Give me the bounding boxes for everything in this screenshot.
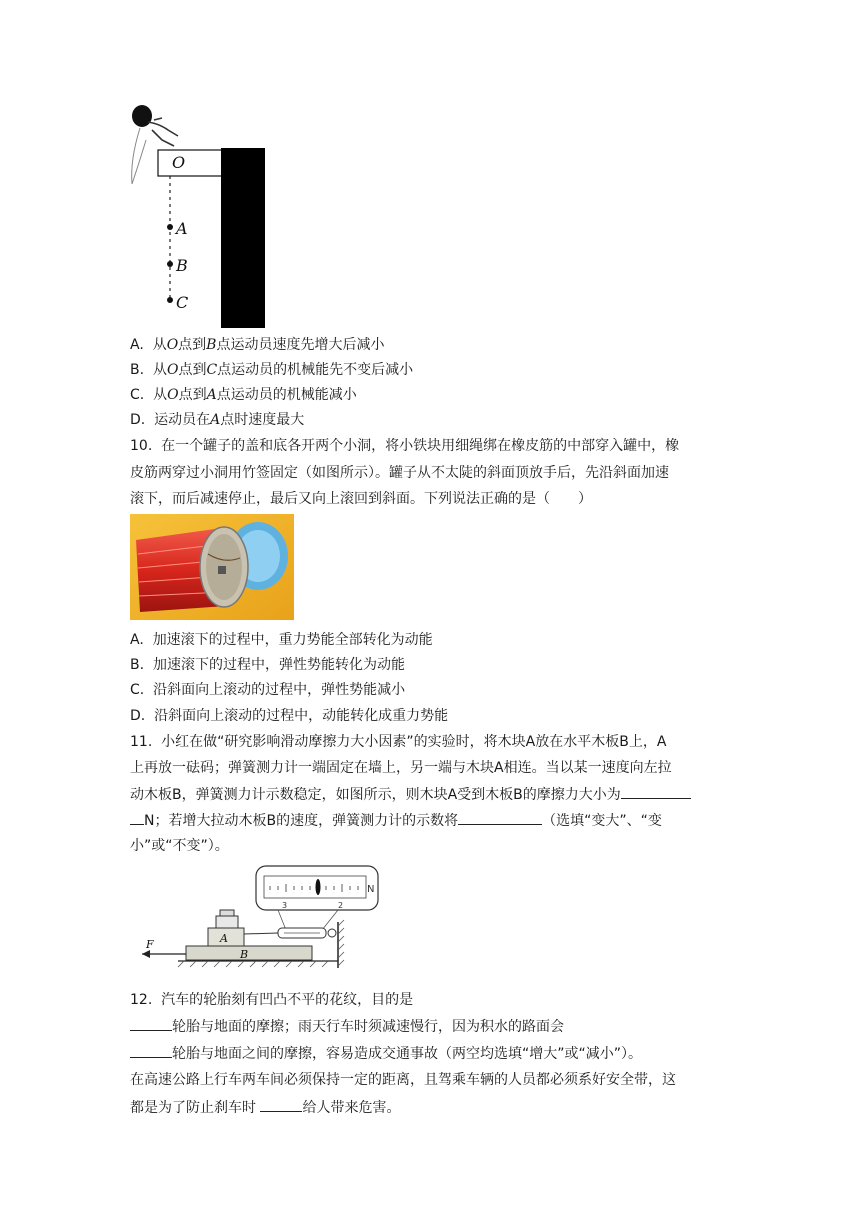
q12-number: 12. [130,992,153,1008]
board-B [186,946,312,960]
q12-stem-line-5: 都是为了防止刹车时 给人带来危害。 [130,1097,400,1118]
q10-option-a: A. 加速滚下的过程中，重力势能全部转化为动能 [130,632,433,648]
point-A [167,224,173,230]
jumper-body [148,118,178,146]
q9-option-d: D. 运动员在A点时速度最大 [130,412,305,428]
dial-pointer [316,879,321,895]
q12-stem-line-2: 轮胎与地面的摩擦；雨天行车时须减速慢行，因为积水的路面会 [130,1016,564,1037]
scale-label-2: 2 [338,901,344,910]
q10-option-c: C. 沿斜面向上滚动的过程中，弹性势能减小 [130,682,406,698]
label-C: C [176,293,189,312]
q12-stem-line-1: 12. 汽车的轮胎刻有凹凸不平的花纹，目的是 [130,992,414,1008]
q10-option-b: B. 加速滚下的过程中，弹性势能转化为动能 [130,657,405,673]
q9-option-a: A. 从O点到B点运动员速度先增大后减小 [130,337,385,353]
label-block-A: A [220,932,228,945]
label-F: F [146,938,154,951]
q10-number: 10. [130,438,153,454]
label-board-B: B [240,948,249,961]
q10-stem-line-3: 滚下，而后减速停止，最后又向上滚回到斜面。下列说法正确的是（ ） [130,491,592,507]
q12-blank-3[interactable] [260,1097,302,1112]
q11-stem-line-2: 上再放一砝码；弹簧测力计一端固定在墙上，另一端与木块A相连。当以某一速度向左拉 [130,760,672,776]
q11-number: 11. [130,734,153,750]
bungee-jump-diagram [126,100,276,332]
weight [220,910,234,916]
unit-N: N [367,884,375,895]
q12-stem-line-3: 轮胎与地面之间的摩擦，容易造成交通事故（两空均选填“增大”或“减小”）。 [130,1043,642,1064]
q10-option-d: D. 沿斜面向上滚动的过程中，动能转化成重力势能 [130,708,449,724]
q11-stem-line-5: 小”或“不变”）。 [130,838,229,854]
q10-stem-line-1: 10. 在一个罐子的盖和底各开两个小洞，将小铁块用细绳绑在橡皮筋的中部穿入罐中，橡 [130,438,680,454]
q11-stem-line-4: N；若增大拉动木板B的速度，弹簧测力计的示数将 （选填“变大”、“变 [130,810,662,831]
q12-stem-line-4: 在高速公路上行车两车间必须保持一定的距离，且驾乘车辆的人员都必须系好安全带，这 [130,1072,676,1088]
jumper-head [132,105,152,127]
q11-blank-1b[interactable] [130,810,144,825]
q12-blank-1[interactable] [130,1016,172,1031]
wall [221,148,265,328]
q11-stem-line-3: 动木板B，弹簧测力计示数稳定，如图所示，则木块A受到木板B的摩擦力大小为 [130,784,691,805]
label-A: A [176,219,188,238]
point-C [167,297,173,303]
q11-blank-1a[interactable] [621,784,691,799]
label-B: B [176,256,188,275]
platform [158,150,222,176]
q12-blank-2[interactable] [130,1043,172,1058]
label-O: O [172,153,186,172]
q11-blank-2[interactable] [458,810,542,825]
q10-stem-line-2: 皮筋两穿过小洞用竹签固定（如图所示）。罐子从不太陡的斜面顶放手后，先沿斜面加速 [130,465,669,481]
q9-option-c: C. 从O点到A点运动员的机械能减小 [130,387,357,403]
scale-label-3: 3 [282,901,288,910]
rolling-can-photo [130,514,294,620]
q9-option-b: B. 从O点到C点运动员的机械能先不变后减小 [130,362,414,378]
point-B [167,261,173,267]
friction-experiment-diagram [138,864,386,976]
q11-stem-line-1: 11. 小红在做“研究影响滑动摩擦力大小因素”的实验时，将木块A放在水平木板B上，A [130,734,667,750]
